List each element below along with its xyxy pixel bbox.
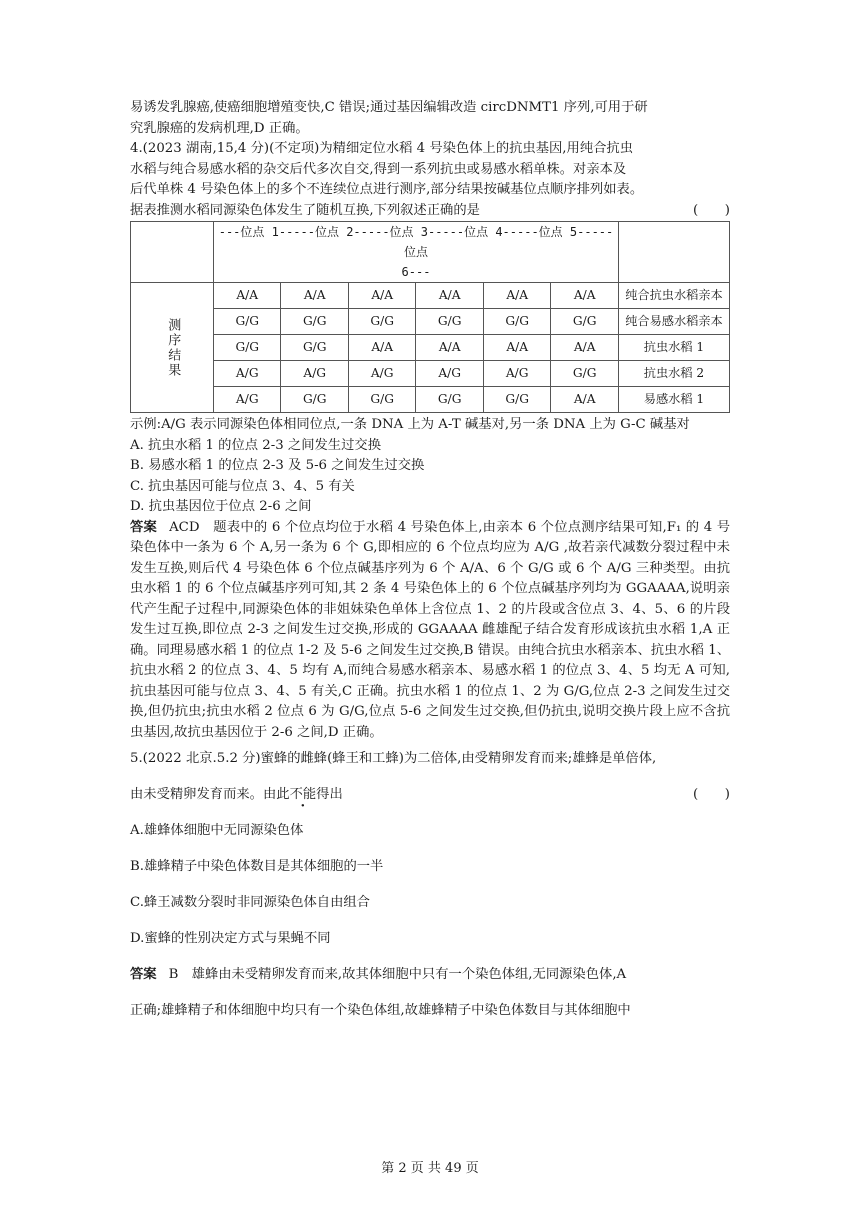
q4-answer-bracket: ( )	[693, 202, 730, 218]
table-header-sites	[214, 222, 619, 283]
row-name: 抗虫水稻 2	[619, 361, 730, 387]
header-line-2: 6---	[401, 265, 431, 279]
q5-option-c: C.蜂王减数分裂时非同源染色体自由组合	[130, 895, 370, 910]
q4-option-b: B. 易感水稻 1 的位点 2-3 及 5-6 之间发生过交换	[130, 458, 425, 473]
q4-option-a: A. 抗虫水稻 1 的位点 2-3 之间发生过交换	[130, 437, 381, 453]
q4-answer-text: ACD 题表中的 6 个位点均位于水稻 4 号染色体上,由亲本 6 个位点测序结果可知,F₁ 的 4 号染色体中一条为 6 个 A,另一条为 6 个 G,即相应的 6 个位点均应为 A/G ,故若亲代减数分裂过程中未发生互换,则后代 4 号染色体 6 个位点碱基序列为 6 个 A/A、6 个 G/G 或 6 个 A/G 三种类型。由抗虫水稻 1 的 6 个位点碱基序列可知,其 2 条 4 号染色体上的 6 个位点碱基序列均为 GGAAAA,说明亲代产生配子过程中,同源染色体的非姐妹染色单体上含位点 1、2 的片段或含位点 3、4、5、6 的片段发生过互换,即位点 2-3 之间发生过交换,形成的 GGAAAA 雌雄配子结合发育形成该抗虫水稻 1,A 正确。同理易感水稻 1 的位点 1-2 及 5-6 之间发生过交换,B 错误。由纯合抗虫水稻亲本、抗虫水稻 1、抗虫水稻 2 的位点 3、4、5 均有 A,而纯合易感水稻亲本、易感水稻 1 的位点 3、4、5 均无 A 可知,抗虫基因可能与位点 3、4、5 有关,C 正确。抗虫水稻 1 的位点 1、2 为 G/G,位点 2-3 之间发生过交换,但仍抗虫;抗虫水稻 2 位点 6 为 G/G,位点 5-6 之间发生过交换,但仍抗虫,说明交换片段上应不含抗虫基因,故抗虫基因位于 2-6 之间,D 正确。	[130, 519, 731, 740]
table-header-row	[131, 222, 730, 283]
cell: G/G	[281, 309, 348, 335]
side-label: 测序结果	[131, 283, 214, 413]
cell: A/A	[483, 335, 550, 361]
cell: A/A	[281, 283, 348, 309]
table-note: 示例:A/G 表示同源染色体相同位点,一条 DNA 上为 A-T 碱基对,另一条 DNA 上为 G-C 碱基对	[130, 417, 690, 432]
question-5	[130, 749, 730, 1037]
cell: A/G	[214, 361, 281, 387]
q5-text-before: 由未受精卵发育而来。由此	[130, 787, 290, 802]
cell: G/G	[214, 335, 281, 361]
intro-line-1: 易诱发乳腺癌,使癌细胞增殖变快,C 错误;通过基因编辑改造 circDNMT1 序列,可用于研	[130, 100, 648, 115]
cell: G/G	[483, 387, 550, 413]
cell: A/G	[348, 361, 415, 387]
q5-stem: 5.(2022 北京.5.2 分)蜜蜂的雌蜂(蜂王和工蜂)为二倍体,由受精卵发育而来;雄蜂是单倍体,	[130, 751, 657, 766]
q5-stem-line-2	[130, 785, 730, 821]
cell: A/G	[483, 361, 550, 387]
q4-stem-line-4: 据表推测水稻同源染色体发生了随机互换,下列叙述正确的是	[130, 202, 480, 218]
cell: A/G	[416, 361, 483, 387]
cell: G/G	[416, 309, 483, 335]
cell: A/A	[416, 335, 483, 361]
q5-answer-line-1	[130, 965, 730, 1001]
cell: A/A	[483, 283, 550, 309]
cell: G/G	[214, 309, 281, 335]
cell: G/G	[551, 309, 619, 335]
q5-option-a: A.雄蜂体细胞中无同源染色体	[130, 823, 304, 838]
intro-line-2: 究乳腺癌的发病机理,D 正确。	[130, 120, 309, 136]
cell: A/A	[348, 335, 415, 361]
q5-answer-bracket: ( )	[693, 787, 730, 802]
table-row	[131, 387, 730, 413]
q4-stem-line-2: 水稻与纯合易感水稻的杂交后代多次自交,得到一系列抗虫或易感水稻单株。对亲本及	[130, 161, 627, 177]
row-name: 易感水稻 1	[619, 387, 730, 413]
answer-label: 答案	[130, 967, 157, 982]
q4-option-d: D. 抗虫基因位于位点 2-6 之间	[130, 499, 312, 514]
table-row	[131, 283, 730, 309]
q5-option-d: D.蜜蜂的性别决定方式与果蝇不同	[130, 931, 331, 946]
cell: G/G	[551, 361, 619, 387]
table-row	[131, 309, 730, 335]
cell: A/G	[281, 361, 348, 387]
q5-option-b: B.雄蜂精子中染色体数目是其体细胞的一半	[130, 859, 384, 874]
cell: A/A	[551, 283, 619, 309]
table-row	[131, 335, 730, 361]
cell: A/A	[348, 283, 415, 309]
q4-stem-line-1: 4.(2023 湖南,15,4 分)(不定项)为精细定位水稻 4 号染色体上的抗虫基因,用纯合抗虫	[130, 141, 634, 156]
cell: A/A	[551, 335, 619, 361]
row-name: 抗虫水稻 1	[619, 335, 730, 361]
sequencing-table	[130, 221, 730, 413]
cell: G/G	[281, 387, 348, 413]
cell: A/A	[416, 283, 483, 309]
q4-option-c: C. 抗虫基因可能与位点 3、4、5 有关	[130, 478, 355, 494]
q4-stem-line-3: 后代单株 4 号染色体上的多个不连续位点进行测序,部分结果按碱基位点顺序排列如表。	[130, 182, 644, 197]
cell: G/G	[281, 335, 348, 361]
cell: G/G	[416, 387, 483, 413]
cell: A/G	[214, 387, 281, 413]
q5-answer-text-1: B 雄蜂由未受精卵发育而来,故其体细胞中只有一个染色体组,无同源染色体,A	[168, 967, 627, 982]
q5-answer-line-2: 正确;雄蜂精子和体细胞中均只有一个染色体组,故雄蜂精子中染色体数目与其体细胞中	[130, 1003, 631, 1018]
page-footer: 第 2 页 共 49 页	[381, 1161, 479, 1176]
q5-text-after: 得出	[316, 787, 343, 802]
emphasis-text: 不能	[289, 787, 317, 802]
cell: A/A	[551, 387, 619, 413]
cell: G/G	[348, 309, 415, 335]
table-row	[131, 361, 730, 387]
q5-stem-text	[130, 785, 343, 805]
answer-label: 答案	[130, 519, 158, 535]
page-content	[130, 98, 730, 1037]
q4-stem-last	[130, 201, 730, 222]
cell: A/A	[214, 283, 281, 309]
q4-answer	[130, 518, 730, 744]
row-name: 纯合抗虫水稻亲本	[619, 283, 730, 309]
cell: G/G	[348, 387, 415, 413]
row-name: 纯合易感水稻亲本	[619, 309, 730, 335]
cell: G/G	[483, 309, 550, 335]
table-header-blank	[619, 222, 730, 283]
table-corner	[131, 222, 214, 283]
header-line-1: ---位点 1-----位点 2-----位点 3-----位点 4-----位点 5-----位点	[218, 225, 614, 259]
